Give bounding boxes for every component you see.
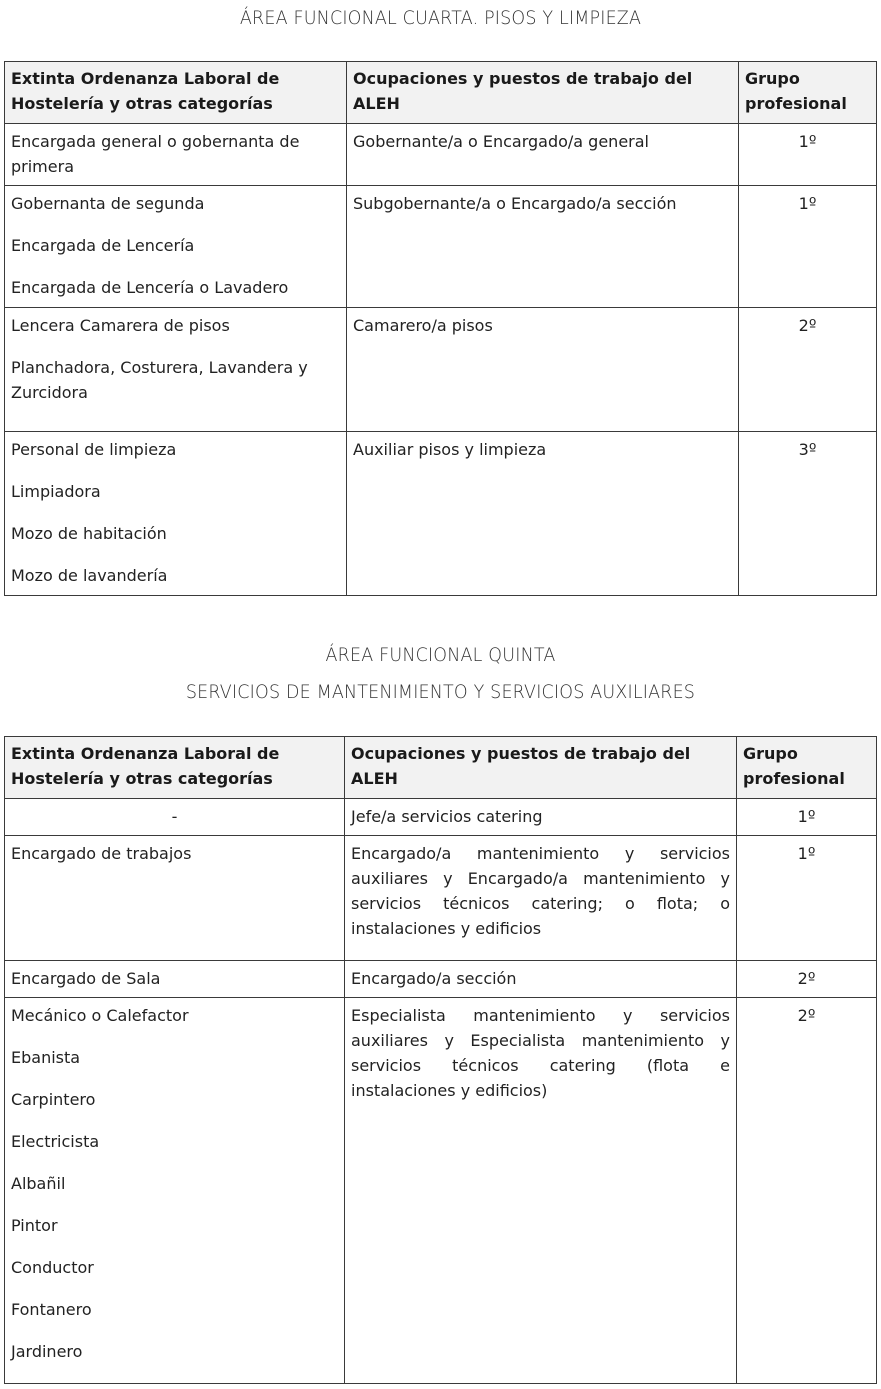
old-category: Planchadora, Costurera, Lavandera y Zurcidora — [11, 358, 308, 402]
table-row — [5, 961, 877, 998]
old-category: Jardinero — [11, 1342, 83, 1361]
old-category-cell — [5, 124, 347, 186]
group-value: 2º — [737, 961, 877, 998]
section5-subtitle: SERVICIOS DE MANTENIMIENTO Y SERVICIOS AUXILIARES — [185, 681, 696, 703]
group-value: 1º — [737, 799, 877, 836]
header-group: Grupo profesional — [739, 62, 877, 124]
new-occupation: Camarero/a pisos — [347, 308, 739, 432]
header-group: Grupo profesional — [737, 737, 877, 799]
old-category: Encargado de trabajos — [11, 844, 192, 863]
group-value: 1º — [739, 186, 877, 308]
new-occupation: Jefe/a servicios catering — [345, 799, 737, 836]
table-row — [5, 124, 877, 186]
old-category: Lencera Camarera de pisos — [11, 316, 230, 335]
table-row — [5, 836, 877, 961]
old-category: Fontanero — [11, 1300, 92, 1319]
old-category: Albañil — [11, 1174, 66, 1193]
old-category: Pintor — [11, 1216, 58, 1235]
old-category-cell — [5, 186, 347, 308]
header-old-category: Extinta Ordenanza Laboral de Hostelería y otras categorías — [5, 737, 345, 799]
old-category: Encargada de Lencería o Lavadero — [11, 278, 289, 297]
old-category-cell — [5, 961, 345, 998]
table-row — [5, 432, 877, 596]
old-category: Limpiadora — [11, 482, 101, 501]
table-header-row — [5, 62, 877, 124]
old-category-cell — [5, 998, 345, 1384]
old-category: Gobernanta de segunda — [11, 194, 205, 213]
old-category: Encargado de Sala — [11, 969, 161, 988]
section5-table — [4, 736, 877, 1384]
old-category: Conductor — [11, 1258, 94, 1277]
group-value: 2º — [739, 308, 877, 432]
header-new-occupation: Ocupaciones y puestos de trabajo del ALEH — [345, 737, 737, 799]
new-occupation: Gobernante/a o Encargado/a general — [347, 124, 739, 186]
new-occupation: Especialista mantenimiento y servicios auxiliares y Especialista mantenimiento y servicios técnicos catering (flota e instalaciones y edificios) — [345, 998, 737, 1384]
old-category: Mecánico o Calefactor — [11, 1006, 189, 1025]
new-occupation: Auxiliar pisos y limpieza — [347, 432, 739, 596]
old-category-cell — [5, 308, 347, 432]
group-value: 2º — [737, 998, 877, 1384]
table-header-row — [5, 737, 877, 799]
old-category-cell — [5, 836, 345, 961]
new-occupation: Encargado/a mantenimiento y servicios auxiliares y Encargado/a mantenimiento y servicios técnicos catering; o flota; o instalaciones y edificios — [345, 836, 737, 961]
old-category-cell — [5, 432, 347, 596]
table-row — [5, 998, 877, 1384]
header-old-category: Extinta Ordenanza Laboral de Hostelería y otras categorías — [5, 62, 347, 124]
group-value: 1º — [737, 836, 877, 961]
table-row — [5, 186, 877, 308]
group-value: 3º — [739, 432, 877, 596]
old-category: Encargada de Lencería — [11, 236, 195, 255]
section5-title: ÁREA FUNCIONAL QUINTA — [325, 644, 556, 666]
old-category-cell — [5, 799, 345, 836]
old-category: Mozo de lavandería — [11, 566, 168, 585]
new-occupation: Subgobernante/a o Encargado/a sección — [347, 186, 739, 308]
old-category: - — [171, 807, 178, 826]
old-category: Electricista — [11, 1132, 100, 1151]
table-row — [5, 799, 877, 836]
new-occupation: Encargado/a sección — [345, 961, 737, 998]
section4-title: ÁREA FUNCIONAL CUARTA. PISOS Y LIMPIEZA — [239, 7, 642, 29]
table-row — [5, 308, 877, 432]
old-category: Personal de limpieza — [11, 440, 177, 459]
old-category: Ebanista — [11, 1048, 81, 1067]
old-category: Mozo de habitación — [11, 524, 167, 543]
old-category: Encargada general o gobernanta de primera — [11, 132, 300, 176]
group-value: 1º — [739, 124, 877, 186]
old-category: Carpintero — [11, 1090, 96, 1109]
header-new-occupation: Ocupaciones y puestos de trabajo del ALEH — [347, 62, 739, 124]
section4-table — [4, 61, 877, 596]
